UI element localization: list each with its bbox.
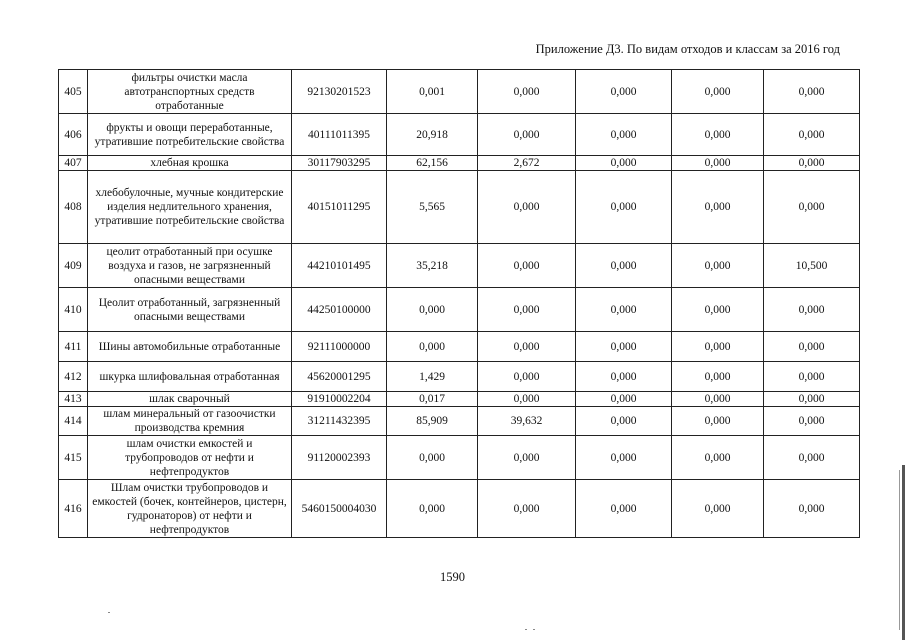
value-col-5: 0,000 xyxy=(764,436,860,480)
value-col-1: 0,000 xyxy=(387,436,478,480)
row-number: 411 xyxy=(59,332,88,362)
value-col-1: 85,909 xyxy=(387,407,478,436)
value-col-2: 39,632 xyxy=(478,407,576,436)
waste-code: 30117903295 xyxy=(292,156,387,171)
value-col-3: 0,000 xyxy=(576,114,672,156)
value-col-3: 0,000 xyxy=(576,436,672,480)
waste-code: 92130201523 xyxy=(292,70,387,114)
value-col-4: 0,000 xyxy=(672,407,764,436)
row-number: 415 xyxy=(59,436,88,480)
value-col-1: 62,156 xyxy=(387,156,478,171)
value-col-3: 0,000 xyxy=(576,392,672,407)
waste-name: фрукты и овощи переработанные, утратившие потребительские свойства xyxy=(88,114,292,156)
waste-name: шкурка шлифовальная отработанная xyxy=(88,362,292,392)
waste-name: шлам минеральный от газоочистки производства кремния xyxy=(88,407,292,436)
row-number: 407 xyxy=(59,156,88,171)
waste-code: 91910002204 xyxy=(292,392,387,407)
value-col-2: 0,000 xyxy=(478,171,576,244)
scan-speck xyxy=(533,629,535,630)
value-col-2: 0,000 xyxy=(478,480,576,538)
value-col-2: 0,000 xyxy=(478,392,576,407)
value-col-5: 0,000 xyxy=(764,480,860,538)
waste-name: хлебобулочные, мучные кондитерские изделия недлительного хранения, утратившие потребительские свойства xyxy=(88,171,292,244)
value-col-3: 0,000 xyxy=(576,156,672,171)
table-row xyxy=(59,392,860,407)
value-col-2: 0,000 xyxy=(478,362,576,392)
value-col-4: 0,000 xyxy=(672,156,764,171)
scan-edge-artifact-inner xyxy=(899,470,900,630)
waste-code: 40111011395 xyxy=(292,114,387,156)
value-col-1: 0,000 xyxy=(387,332,478,362)
table-row xyxy=(59,156,860,171)
value-col-1: 1,429 xyxy=(387,362,478,392)
row-number: 409 xyxy=(59,244,88,288)
value-col-5: 10,500 xyxy=(764,244,860,288)
row-number: 406 xyxy=(59,114,88,156)
value-col-1: 0,001 xyxy=(387,70,478,114)
value-col-4: 0,000 xyxy=(672,171,764,244)
page-header: Приложение Д3. По видам отходов и классам за 2016 год xyxy=(535,42,840,56)
row-number: 416 xyxy=(59,480,88,538)
value-col-5: 0,000 xyxy=(764,288,860,332)
value-col-2: 0,000 xyxy=(478,244,576,288)
value-col-1: 0,000 xyxy=(387,480,478,538)
waste-code: 5460150004030 xyxy=(292,480,387,538)
value-col-3: 0,000 xyxy=(576,480,672,538)
value-col-4: 0,000 xyxy=(672,332,764,362)
waste-code: 91120002393 xyxy=(292,436,387,480)
value-col-2: 0,000 xyxy=(478,114,576,156)
value-col-4: 0,000 xyxy=(672,114,764,156)
value-col-5: 0,000 xyxy=(764,156,860,171)
value-col-2: 2,672 xyxy=(478,156,576,171)
value-col-5: 0,000 xyxy=(764,70,860,114)
table-row xyxy=(59,171,860,244)
value-col-4: 0,000 xyxy=(672,288,764,332)
value-col-5: 0,000 xyxy=(764,392,860,407)
waste-name: хлебная крошка xyxy=(88,156,292,171)
value-col-3: 0,000 xyxy=(576,362,672,392)
waste-name: шлак сварочный xyxy=(88,392,292,407)
value-col-4: 0,000 xyxy=(672,436,764,480)
scan-speck xyxy=(525,629,527,630)
table-row xyxy=(59,362,860,392)
value-col-2: 0,000 xyxy=(478,436,576,480)
value-col-4: 0,000 xyxy=(672,392,764,407)
value-col-1: 0,017 xyxy=(387,392,478,407)
waste-code: 92111000000 xyxy=(292,332,387,362)
waste-name: цеолит отработанный при осушке воздуха и газов, не загрязненный опасными веществами xyxy=(88,244,292,288)
value-col-4: 0,000 xyxy=(672,244,764,288)
value-col-1: 35,218 xyxy=(387,244,478,288)
scan-speck xyxy=(108,612,110,613)
value-col-3: 0,000 xyxy=(576,407,672,436)
page-number: 1590 xyxy=(440,570,465,584)
value-col-3: 0,000 xyxy=(576,288,672,332)
value-col-4: 0,000 xyxy=(672,362,764,392)
value-col-2: 0,000 xyxy=(478,70,576,114)
value-col-2: 0,000 xyxy=(478,332,576,362)
value-col-5: 0,000 xyxy=(764,362,860,392)
value-col-3: 0,000 xyxy=(576,171,672,244)
waste-code: 45620001295 xyxy=(292,362,387,392)
table-row xyxy=(59,288,860,332)
waste-code: 31211432395 xyxy=(292,407,387,436)
value-col-1: 20,918 xyxy=(387,114,478,156)
value-col-3: 0,000 xyxy=(576,70,672,114)
value-col-5: 0,000 xyxy=(764,332,860,362)
value-col-1: 0,000 xyxy=(387,288,478,332)
row-number: 414 xyxy=(59,407,88,436)
row-number: 408 xyxy=(59,171,88,244)
waste-name: шлам очистки емкостей и трубопроводов от нефти и нефтепродуктов xyxy=(88,436,292,480)
row-number: 405 xyxy=(59,70,88,114)
waste-code: 40151011295 xyxy=(292,171,387,244)
table-row xyxy=(59,480,860,538)
waste-code: 44210101495 xyxy=(292,244,387,288)
value-col-3: 0,000 xyxy=(576,244,672,288)
table-row xyxy=(59,70,860,114)
table-row xyxy=(59,436,860,480)
table-row xyxy=(59,114,860,156)
table-body xyxy=(59,70,860,538)
row-number: 413 xyxy=(59,392,88,407)
value-col-5: 0,000 xyxy=(764,171,860,244)
value-col-5: 0,000 xyxy=(764,114,860,156)
value-col-5: 0,000 xyxy=(764,407,860,436)
value-col-3: 0,000 xyxy=(576,332,672,362)
row-number: 410 xyxy=(59,288,88,332)
table-row xyxy=(59,244,860,288)
value-col-4: 0,000 xyxy=(672,70,764,114)
table-row xyxy=(59,332,860,362)
value-col-4: 0,000 xyxy=(672,480,764,538)
table-row xyxy=(59,407,860,436)
waste-name: Цеолит отработанный, загрязненный опасными веществами xyxy=(88,288,292,332)
row-number: 412 xyxy=(59,362,88,392)
value-col-1: 5,565 xyxy=(387,171,478,244)
waste-name: фильтры очистки масла автотранспортных средств отработанные xyxy=(88,70,292,114)
waste-name: Шлам очистки трубопроводов и емкостей (бочек, контейнеров, цистерн, гудронаторов) от нефти и нефтепродуктов xyxy=(88,480,292,538)
waste-name: Шины автомобильные отработанные xyxy=(88,332,292,362)
value-col-2: 0,000 xyxy=(478,288,576,332)
waste-table xyxy=(58,69,860,538)
waste-code: 44250100000 xyxy=(292,288,387,332)
